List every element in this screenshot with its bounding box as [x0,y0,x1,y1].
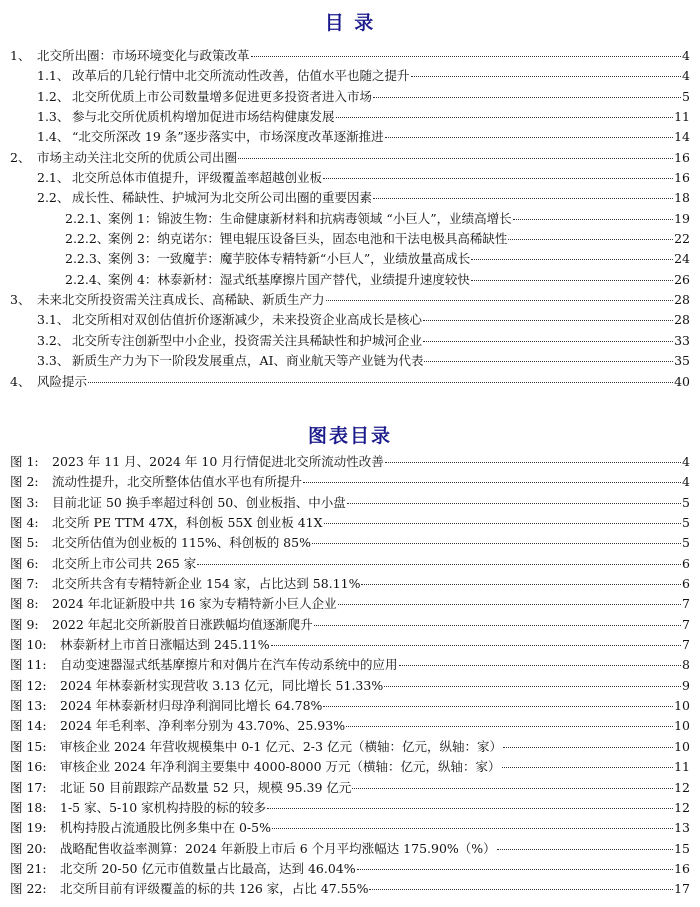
dot-leader [384,686,681,687]
page-number: 9 [682,677,690,693]
entry-title: 目前北证 50 换手率超过科创 50、创业板指、中小盘 [52,494,346,510]
figure-entry[interactable] [0,737,700,757]
entry-number: 图 10: [10,637,47,653]
toc-entry[interactable] [0,168,700,188]
entry-number: 图 7: [10,576,39,592]
dot-leader [399,665,682,666]
entry-title: 北交所专注创新型中小企业，投资需关注具稀缺性和护城河企业 [72,332,423,348]
entry-number: 2.2、 [37,190,70,206]
toc-entry[interactable] [0,46,700,66]
entry-title: 2024 年北证新股中共 16 家为专精特新小巨人企业 [52,596,337,612]
entry-title: “北交所深改 19 条”逐步落实中，市场深度改革逐渐推进 [72,129,384,145]
page-number: 28 [674,312,690,328]
page-number: 33 [674,332,690,348]
dot-leader [423,320,673,321]
entry-number: 图 21: [10,860,47,876]
page-number: 5 [682,88,690,104]
entry-title: 流动性提升，北交所整体估值水平也有所提升 [52,474,303,490]
dot-leader [508,239,673,240]
entry-number: 图 22: [10,881,47,897]
entry-title: 2023 年 11 月、2024 年 10 月行情促进北交所流动性改善 [52,454,384,469]
entry-title: 北证 50 目前跟踪产品数量 52 只，规模 95.39 亿元 [60,779,352,795]
dot-leader [272,828,673,829]
figure-entry[interactable] [0,513,700,533]
dot-leader [324,523,682,524]
page-number: 14 [674,129,690,145]
dot-leader [238,158,673,159]
figure-entry[interactable] [0,574,700,594]
page-number: 40 [674,373,690,389]
page-number: 28 [674,292,690,308]
entry-number: 图 15: [10,738,47,754]
page-number: 5 [682,515,690,531]
entry-title: 机构持股占流通股比例多集中在 0-5% [60,820,271,836]
entry-title: 林泰新材上市首日涨幅达到 245.11% [60,637,270,653]
page-number: 7 [682,637,690,653]
entry-number: 图 13: [10,698,47,714]
entry-title: 北交所 20-50 亿元市值数量占比最高，达到 46.04% [60,860,356,876]
entry-number: 图 18: [10,799,47,815]
entry-title: 成长性、稀缺性、护城河为北交所公司出圈的重要因素 [72,190,373,206]
entry-title: 审核企业 2024 年净利润主要集中 4000-8000 万元（横轴：亿元，纵轴：家） [60,759,501,775]
entry-number: 图 9: [10,616,39,632]
dot-leader [197,564,681,565]
entry-title: 北交所总体市值提升，评级覆盖率超越创业板 [72,170,323,186]
dot-leader [314,625,681,626]
entry-number: 2、 [10,149,31,165]
entry-number: 图 17: [10,779,47,795]
entry-title: 审核企业 2024 年营收规模集中 0-1 亿元、2-3 亿元（横轴：亿元，纵轴：家） [60,738,502,754]
entry-title: 北交所 PE TTM 47X，科创板 55X 创业板 41X [52,515,323,531]
entry-number: 图 12: [10,677,47,693]
entry-number: 3、 [10,292,31,308]
toc-entry[interactable] [0,87,700,107]
table-of-contents [0,46,700,392]
dot-leader [503,747,673,748]
figure-entry[interactable] [0,533,700,553]
entry-number: 图 6: [10,555,39,571]
entry-number: 1.2、 [37,88,70,104]
page-number: 35 [674,353,690,369]
page-number: 7 [682,596,690,612]
entry-number: 图 5: [10,535,39,551]
entry-title: 案例 3：一致魔芋：魔芋胶体专精特新“小巨人”，业绩放量高成长 [108,251,471,267]
page-number: 16 [674,860,690,876]
figure-entry[interactable] [0,452,700,472]
page-number: 4 [682,474,690,490]
dot-leader [373,198,673,199]
figure-entry[interactable] [0,716,700,736]
entry-number: 2.2.4、 [65,271,110,287]
page-number: 18 [674,190,690,206]
page-number: 26 [674,271,690,287]
page-number: 8 [682,657,690,673]
entry-number: 1.3、 [37,109,70,125]
entry-number: 3.3、 [37,353,70,369]
figure-entry[interactable] [0,879,700,899]
page-number: 22 [674,231,690,247]
page-number: 4 [682,68,690,84]
toc-entry[interactable] [0,127,700,147]
figure-list [0,452,700,900]
dot-leader [336,117,674,118]
entry-title: 北交所出圈：市场环境变化与政策改革 [37,48,250,63]
dot-leader [267,808,673,809]
entry-number: 图 20: [10,840,47,856]
page-number: 17 [674,881,690,897]
toc-entry[interactable] [0,209,700,229]
page-number: 16 [674,149,690,165]
toc-entry[interactable] [0,270,700,290]
toc-entry[interactable] [0,66,700,86]
page-number: 16 [674,170,690,186]
entry-title: 案例 4：林泰新材：湿式纸基摩擦片国产替代，业绩提升速度较快 [108,271,470,287]
toc-title: 目 录 [324,12,376,34]
dot-leader [357,869,673,870]
dot-leader [424,361,673,362]
entry-number: 图 19: [10,820,47,836]
page-number: 5 [682,535,690,551]
dot-leader [411,76,682,77]
dot-leader [513,219,673,220]
entry-title: 案例 2：纳克诺尔：锂电辊压设备巨头，固态电池和干法电极具高稀缺性 [108,231,508,247]
page-number: 6 [682,576,690,592]
toc-entry[interactable] [0,229,700,249]
entry-title: 北交所相对双创估值折价逐渐减少，未来投资企业高成长是核心 [72,312,423,328]
entry-number: 2.2.2、 [65,231,110,247]
entry-title: 北交所共含有专精特新企业 154 家，占比达到 58.11% [52,576,361,592]
entry-number: 3.2、 [37,332,70,348]
entry-number: 1.4、 [37,129,70,145]
entry-title: 市场主动关注北交所的优质公司出圈 [37,149,238,165]
entry-title: 新质生产力为下一阶段发展重点，AI、商业航天等产业链为代表 [72,353,424,369]
entry-title: 2024 年林泰新材归母净利润同比增长 64.78% [60,698,323,714]
figure-entry[interactable] [0,778,700,798]
toc-entry[interactable] [0,249,700,269]
dot-leader [471,280,673,281]
entry-number: 1.1、 [37,68,70,84]
dot-leader [373,97,681,98]
figure-entry[interactable] [0,839,700,859]
entry-number: 4、 [10,373,31,389]
dot-leader [471,259,673,260]
dot-leader [385,462,681,463]
entry-title: 1-5 家、5-10 家机构持股的标的较多 [60,799,267,815]
entry-title: 北交所优质上市公司数量增多促进更多投资者进入市场 [72,88,373,104]
page-number: 10 [674,718,690,734]
dot-leader [347,503,681,504]
toc-entry[interactable] [0,148,700,168]
entry-number: 图 3: [10,494,39,510]
page-number: 10 [674,738,690,754]
dot-leader [346,726,673,727]
entry-title: 案例 1：锦波生物：生命健康新材料和抗病毒领域 “小巨人”，业绩高增长 [108,210,512,226]
entry-number: 2.2.1、 [65,210,110,226]
toc-entry[interactable] [0,372,700,392]
figure-entry[interactable] [0,493,700,513]
page-number: 13 [674,820,690,836]
dot-leader [88,382,673,383]
dot-leader [385,137,673,138]
dot-leader [352,788,673,789]
entry-number: 2.1、 [37,170,70,186]
toc-entry[interactable] [0,331,700,351]
figure-entry[interactable] [0,655,700,675]
entry-title: 2024 年毛利率、净利率分别为 43.70%、25.93% [60,718,346,734]
page-number: 4 [682,48,690,63]
dot-leader [338,604,681,605]
toc-entry[interactable] [0,290,700,310]
entry-title: 2022 年起北交所新股首日涨跌幅均值逐渐爬升 [52,616,313,632]
dot-leader [271,645,681,646]
entry-number: 图 14: [10,718,47,734]
figure-entry[interactable] [0,798,700,818]
figure-entry[interactable] [0,635,700,655]
toc-entry[interactable] [0,351,700,371]
entry-title: 北交所上市公司共 265 家 [52,555,197,571]
entry-title: 战略配售收益率测算：2024 年新股上市后 6 个月平均涨幅达 175.90%（%） [60,840,496,856]
entry-title: 参与北交所优质机构增加促进市场结构健康发展 [72,109,335,125]
page-number: 12 [674,799,690,815]
entry-number: 图 2: [10,474,39,490]
figure-entry[interactable] [0,818,700,838]
entry-title: 2024 年林泰新材实现营收 3.13 亿元，同比增长 51.33% [60,677,384,693]
dot-leader [303,482,681,483]
dot-leader [497,849,673,850]
page-number: 5 [682,494,690,510]
page-number: 4 [682,454,690,469]
dot-leader [502,767,674,768]
dot-leader [323,706,673,707]
entry-number: 图 8: [10,596,39,612]
dot-leader [369,889,673,890]
figure-list-title: 图表目录 [307,425,392,447]
page-number: 10 [674,698,690,714]
figure-entry[interactable] [0,615,700,635]
figure-entry[interactable] [0,696,700,716]
toc-entry[interactable] [0,188,700,208]
page-number: 6 [682,555,690,571]
figure-entry[interactable] [0,676,700,696]
toc-entry[interactable] [0,310,700,330]
dot-leader [423,341,673,342]
dot-leader [251,56,682,57]
entry-number: 2.2.3、 [65,251,110,267]
entry-title: 北交所估值为创业板的 115%、科创板的 85% [52,535,311,551]
dot-leader [361,584,681,585]
dot-leader [323,178,673,179]
entry-title: 风险提示 [37,373,88,389]
figure-entry[interactable] [0,757,700,777]
entry-number: 1、 [10,48,31,63]
figure-entry[interactable] [0,859,700,879]
entry-title: 未来北交所投资需关注真成长、高稀缺、新质生产力 [37,292,325,308]
entry-number: 图 4: [10,515,39,531]
toc-entry[interactable] [0,107,700,127]
page-number: 12 [674,779,690,795]
entry-number: 图 1: [10,454,39,469]
dot-leader [326,300,674,301]
page-number: 24 [674,251,690,267]
page-number: 7 [682,616,690,632]
entry-title: 北交所目前有评级覆盖的标的共 126 家，占比 47.55% [60,881,369,897]
dot-leader [312,543,681,544]
page-number: 11 [674,109,690,125]
page-number: 19 [674,210,690,226]
figure-entry[interactable] [0,594,700,614]
entry-number: 图 11: [10,657,47,673]
page-number: 11 [674,759,690,775]
figure-entry[interactable] [0,472,700,492]
page-number: 15 [674,840,690,856]
entry-number: 3.1、 [37,312,70,328]
entry-title: 自动变速器湿式纸基摩擦片和对偶片在汽车传动系统中的应用 [60,657,398,673]
figure-entry[interactable] [0,554,700,574]
entry-number: 图 16: [10,759,47,775]
entry-title: 改革后的几轮行情中北交所流动性改善，估值水平也随之提升 [72,68,410,84]
